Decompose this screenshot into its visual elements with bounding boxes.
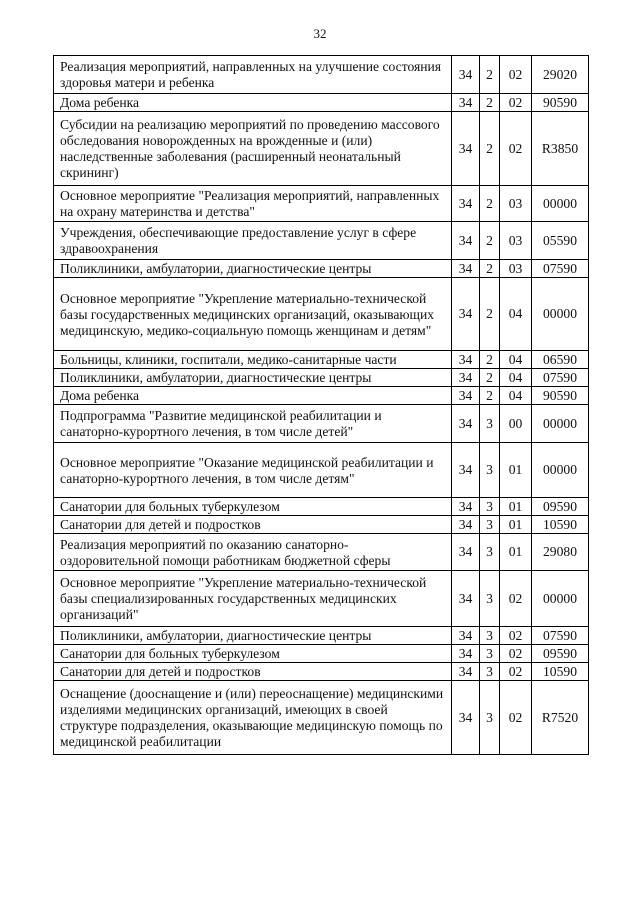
row-code-program: 34: [452, 369, 480, 387]
row-code-activity: 01: [500, 443, 532, 498]
row-code-subprogram: 3: [480, 405, 500, 443]
table-row: [54, 260, 589, 278]
table-row: [54, 571, 589, 627]
row-code-activity: 00: [500, 405, 532, 443]
row-code-activity: 03: [500, 260, 532, 278]
row-name: Оснащение (дооснащение и (или) переоснащение) медицинскими изделиями медицинских организаций, имеющих в своей структуре подразделения, оказывающие медицинскую помощь по медицинской реабилитации: [54, 681, 452, 755]
row-code-activity: 01: [500, 498, 532, 516]
row-code-subprogram: 3: [480, 516, 500, 534]
table-row: [54, 186, 589, 222]
row-code-direction: 07590: [532, 627, 589, 645]
table-row: [54, 645, 589, 663]
table-row: [54, 405, 589, 443]
row-name: Санатории для больных туберкулезом: [54, 645, 452, 663]
row-code-subprogram: 3: [480, 645, 500, 663]
row-code-subprogram: 2: [480, 260, 500, 278]
row-code-direction: 90590: [532, 387, 589, 405]
row-code-program: 34: [452, 222, 480, 260]
row-name: Реализация мероприятий по оказанию санаторно-оздоровительной помощи работникам бюджетной сферы: [54, 534, 452, 571]
row-code-direction: 00000: [532, 405, 589, 443]
row-code-program: 34: [452, 443, 480, 498]
row-code-activity: 02: [500, 56, 532, 94]
row-name: Учреждения, обеспечивающие предоставление услуг в сфере здравоохранения: [54, 222, 452, 260]
row-name: Основное мероприятие "Реализация мероприятий, направленных на охрану материнства и детства": [54, 186, 452, 222]
table-row: [54, 369, 589, 387]
row-code-activity: 04: [500, 387, 532, 405]
row-code-subprogram: 2: [480, 222, 500, 260]
table-row: [54, 663, 589, 681]
row-name: Дома ребенка: [54, 94, 452, 112]
row-code-program: 34: [452, 405, 480, 443]
row-code-subprogram: 2: [480, 56, 500, 94]
row-code-subprogram: 2: [480, 369, 500, 387]
row-code-activity: 04: [500, 369, 532, 387]
table-row: [54, 222, 589, 260]
budget-classification-table: [53, 55, 589, 755]
row-code-subprogram: 3: [480, 681, 500, 755]
table-body: [54, 56, 589, 755]
row-code-program: 34: [452, 186, 480, 222]
row-name: Санатории для детей и подростков: [54, 516, 452, 534]
row-code-program: 34: [452, 645, 480, 663]
row-code-subprogram: 3: [480, 571, 500, 627]
table-row: [54, 112, 589, 186]
table-row: [54, 516, 589, 534]
row-code-subprogram: 3: [480, 534, 500, 571]
row-code-activity: 01: [500, 516, 532, 534]
row-name: Поликлиники, амбулатории, диагностические центры: [54, 369, 452, 387]
row-code-direction: R7520: [532, 681, 589, 755]
row-code-direction: 09590: [532, 498, 589, 516]
row-code-activity: 03: [500, 186, 532, 222]
row-name: Основное мероприятие "Укрепление материально-технической базы специализированных государственных медицинских организаций": [54, 571, 452, 627]
row-name: Основное мероприятие "Укрепление материально-технической базы государственных медицинских организаций, оказывающих медицинскую, медико-социальную помощь женщинам и детям": [54, 278, 452, 351]
row-name: Подпрограмма "Развитие медицинской реабилитации и санаторно-курортного лечения, в том числе детей": [54, 405, 452, 443]
row-name: Санатории для больных туберкулезом: [54, 498, 452, 516]
table-row: [54, 627, 589, 645]
row-code-subprogram: 2: [480, 112, 500, 186]
row-code-direction: R3850: [532, 112, 589, 186]
row-code-direction: 29080: [532, 534, 589, 571]
row-code-activity: 03: [500, 222, 532, 260]
row-code-direction: 10590: [532, 516, 589, 534]
row-code-program: 34: [452, 56, 480, 94]
row-code-direction: 07590: [532, 260, 589, 278]
table-row: [54, 443, 589, 498]
row-code-program: 34: [452, 627, 480, 645]
row-code-direction: 00000: [532, 186, 589, 222]
row-code-subprogram: 3: [480, 627, 500, 645]
row-code-activity: 04: [500, 278, 532, 351]
row-code-program: 34: [452, 498, 480, 516]
row-code-program: 34: [452, 516, 480, 534]
row-code-activity: 02: [500, 571, 532, 627]
row-code-direction: 07590: [532, 369, 589, 387]
row-code-program: 34: [452, 663, 480, 681]
row-code-direction: 90590: [532, 94, 589, 112]
row-code-direction: 00000: [532, 571, 589, 627]
row-code-activity: 02: [500, 627, 532, 645]
row-code-subprogram: 3: [480, 498, 500, 516]
row-code-program: 34: [452, 534, 480, 571]
table-row: [54, 681, 589, 755]
row-code-subprogram: 3: [480, 443, 500, 498]
table-row: [54, 498, 589, 516]
row-code-activity: 02: [500, 94, 532, 112]
row-code-program: 34: [452, 94, 480, 112]
row-code-program: 34: [452, 112, 480, 186]
row-code-program: 34: [452, 681, 480, 755]
row-code-program: 34: [452, 260, 480, 278]
row-name: Субсидии на реализацию мероприятий по проведению массового обследования новорожденных на врожденные и (или) наследственные заболевания (расширенный неонатальный скрининг): [54, 112, 452, 186]
row-name: Дома ребенка: [54, 387, 452, 405]
row-code-program: 34: [452, 278, 480, 351]
row-code-direction: 00000: [532, 278, 589, 351]
row-code-activity: 04: [500, 351, 532, 369]
table-row: [54, 278, 589, 351]
row-code-program: 34: [452, 351, 480, 369]
row-code-program: 34: [452, 571, 480, 627]
row-name: Реализация мероприятий, направленных на улучшение состояния здоровья матери и ребенка: [54, 56, 452, 94]
row-code-direction: 05590: [532, 222, 589, 260]
table-row: [54, 534, 589, 571]
row-code-activity: 01: [500, 534, 532, 571]
table-row: [54, 94, 589, 112]
row-code-activity: 02: [500, 681, 532, 755]
row-code-direction: 29020: [532, 56, 589, 94]
row-code-subprogram: 2: [480, 351, 500, 369]
row-code-activity: 02: [500, 112, 532, 186]
row-name: Поликлиники, амбулатории, диагностические центры: [54, 627, 452, 645]
row-code-direction: 06590: [532, 351, 589, 369]
row-code-direction: 00000: [532, 443, 589, 498]
row-code-subprogram: 2: [480, 186, 500, 222]
row-code-subprogram: 3: [480, 663, 500, 681]
row-code-subprogram: 2: [480, 278, 500, 351]
row-code-subprogram: 2: [480, 94, 500, 112]
row-code-direction: 09590: [532, 645, 589, 663]
row-code-direction: 10590: [532, 663, 589, 681]
table-row: [54, 351, 589, 369]
row-name: Основное мероприятие "Оказание медицинской реабилитации и санаторно-курортного лечения, в том числе детям": [54, 443, 452, 498]
row-name: Санатории для детей и подростков: [54, 663, 452, 681]
row-code-program: 34: [452, 387, 480, 405]
row-code-activity: 02: [500, 663, 532, 681]
page-number: 32: [313, 26, 327, 41]
row-code-subprogram: 2: [480, 387, 500, 405]
row-code-activity: 02: [500, 645, 532, 663]
row-name: Поликлиники, амбулатории, диагностические центры: [54, 260, 452, 278]
table-row: [54, 387, 589, 405]
row-name: Больницы, клиники, госпитали, медико-санитарные части: [54, 351, 452, 369]
table-row: [54, 56, 589, 94]
